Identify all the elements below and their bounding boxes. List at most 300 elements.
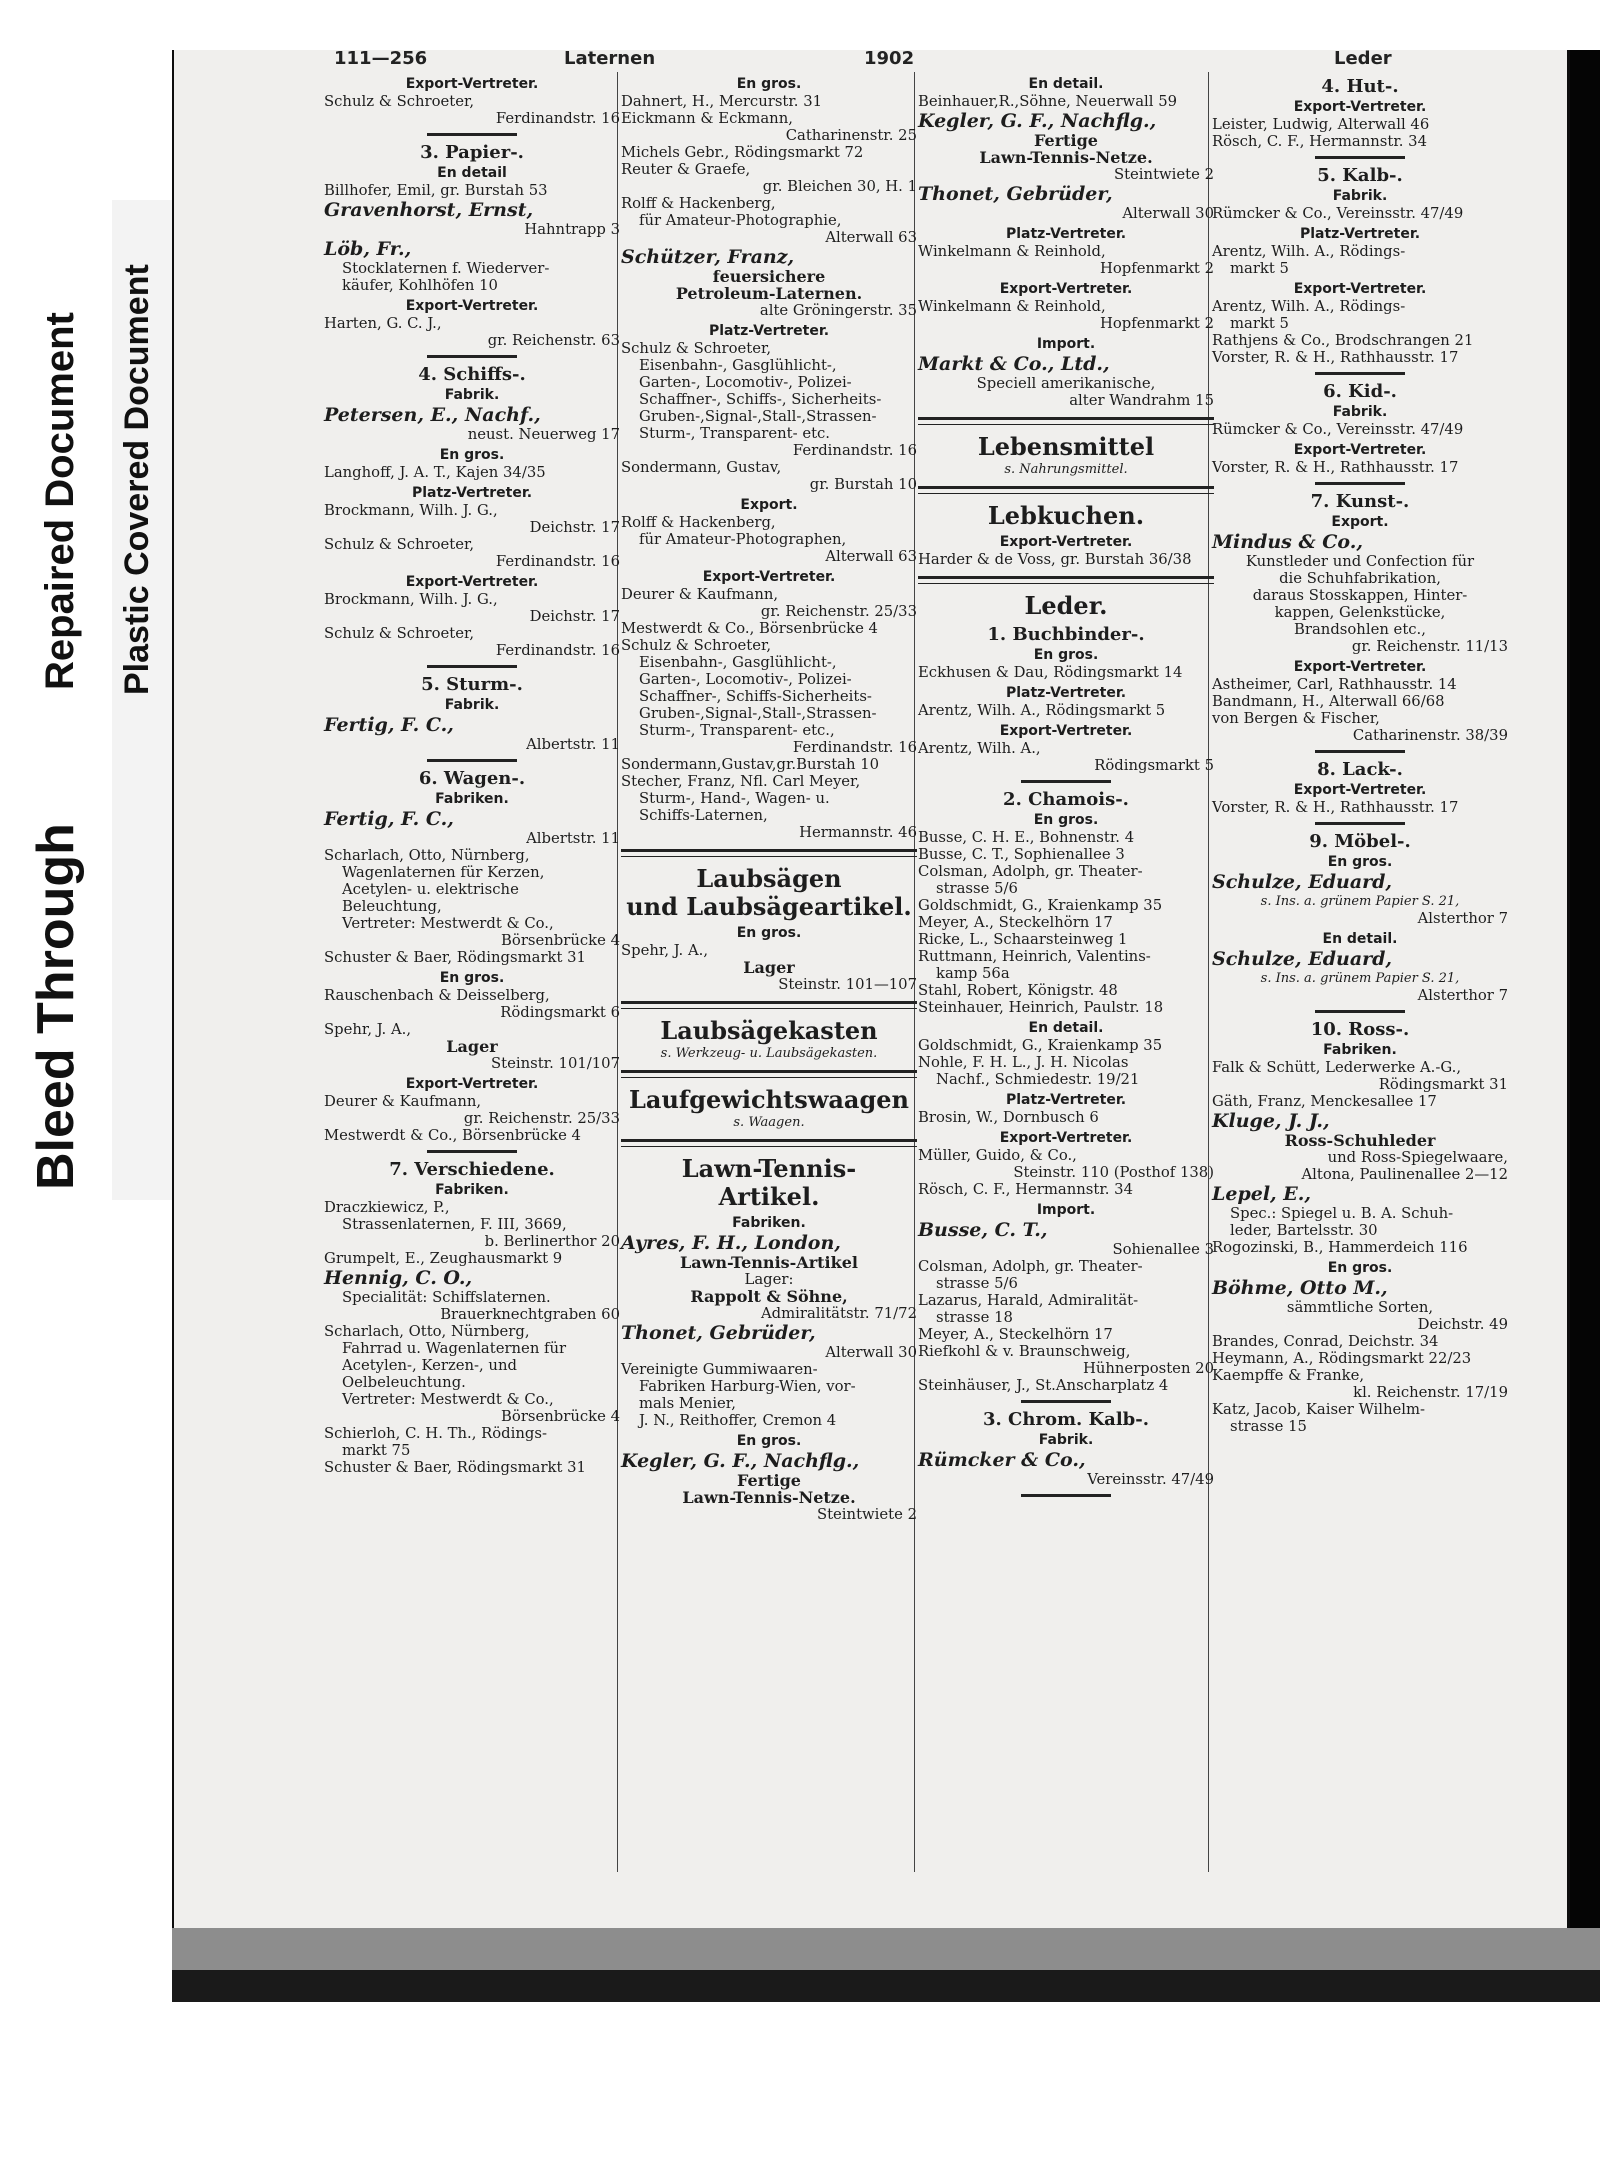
firm-name: Kegler, G. F., Nachflg., (918, 110, 1157, 132)
entry-line: Rathjens & Co., Brodschrangen 21 (1212, 332, 1474, 349)
entry-line: Busse, C. H. E., Bohnenstr. 4 (918, 829, 1135, 846)
section-heading: 10. Ross-. (1310, 1019, 1410, 1040)
section-divider (1021, 1400, 1111, 1403)
entry-line: Busse, C. T., Sophienallee 3 (918, 846, 1125, 863)
category-heading: Lawn-Tennis- (681, 1154, 857, 1183)
category-divider (918, 417, 1214, 425)
continuation-line: Schaffner-, Schiffs-, Sicherheits- (639, 391, 882, 408)
firm-name: Böhme, Otto M., (1212, 1277, 1388, 1299)
continuation-line: Beleuchtung, (342, 898, 442, 915)
subheading: En gros. (736, 76, 802, 92)
address-line: Rödingsmarkt 31 (1378, 1076, 1508, 1093)
subheading: Fabrik. (1332, 404, 1388, 420)
category-divider (621, 1070, 917, 1078)
entry-line: Draczkiewicz, P., (324, 1199, 450, 1216)
continuation-line: J. N., Reithoffer, Cremon 4 (639, 1412, 837, 1429)
firm-name: Gravenhorst, Ernst, (324, 199, 534, 221)
entry-line: Heymann, A., Rödingsmarkt 22/23 (1212, 1350, 1472, 1367)
category-heading: Leder. (1024, 591, 1108, 620)
subheading: Fabriken. (435, 1182, 509, 1198)
address-line: alter Wandrahm 15 (1069, 392, 1214, 409)
entry-line: Stecher, Franz, Nfl. Carl Meyer, (621, 773, 861, 790)
continuation-line: Vertreter: Mestwerdt & Co., (342, 915, 554, 932)
emphasis-line: Lawn-Tennis-Netze. (682, 1488, 856, 1507)
subheading: En detail. (1028, 76, 1104, 92)
entry-line: Schulz & Schroeter, (324, 93, 475, 110)
entry-line: Gäth, Franz, Menckesallee 17 (1212, 1093, 1437, 1110)
entry-line: Dahnert, H., Mercurstr. 31 (621, 93, 823, 110)
section-heading: 7. Verschiedene. (389, 1159, 555, 1180)
section-divider (1315, 372, 1405, 375)
entry-line: Goldschmidt, G., Kraienkamp 35 (918, 1037, 1163, 1054)
continuation-line: Schaffner-, Schiffs-Sicherheits- (639, 688, 872, 705)
label-bleed-through: Bleed Through (27, 823, 85, 1190)
address-line: Vereinsstr. 47/49 (1087, 1471, 1214, 1488)
column-1 (324, 72, 620, 1476)
address-line: Steintwiete 2 (1113, 166, 1214, 183)
address-line: Steinstr. 101/107 (491, 1055, 620, 1072)
entry-line: Eckhusen & Dau, Rödingsmarkt 14 (918, 664, 1183, 681)
emphasis-line: Lawn-Tennis-Artikel (680, 1253, 858, 1272)
entry-line: Deurer & Kaufmann, (324, 1093, 482, 1110)
address-line: Hermannstr. 46 (799, 824, 917, 841)
entry-line: Arentz, Wilh. A., Rödings- (1212, 298, 1406, 315)
address-line: Brauerknechtgraben 60 (440, 1306, 620, 1323)
subheading: En gros. (1033, 647, 1099, 663)
address-line: Catharinenstr. 25 (785, 127, 917, 144)
subheading: Export-Vertreter. (1293, 442, 1427, 458)
entry-line: Winkelmann & Reinhold, (918, 243, 1106, 260)
entry-line: Rogozinski, B., Hammerdeich 116 (1212, 1239, 1468, 1256)
scanned-page (172, 50, 1600, 2002)
subheading: Fabriken. (732, 1215, 806, 1231)
continuation-line: Acetylen- u. elektrische (342, 881, 519, 898)
entry-line: Steinhauer, Heinrich, Paulstr. 18 (918, 999, 1164, 1016)
address-line: gr. Bleichen 30, H. 1 (762, 178, 917, 195)
entry-line: Ruttmann, Heinrich, Valentins- (918, 948, 1151, 965)
section-heading: 3. Chrom. Kalb-. (982, 1409, 1149, 1430)
section-heading: 6. Kid-. (1323, 381, 1397, 402)
address-line: Deichstr. 17 (529, 608, 620, 625)
firm-name: Rümcker & Co., (918, 1449, 1086, 1471)
address-line: Alterwall 63 (825, 229, 917, 246)
subheading: Export-Vertreter. (1293, 782, 1427, 798)
entry-line: Colsman, Adolph, gr. Theater- (918, 863, 1143, 880)
address-line: Steinstr. 110 (Posthof 138) (1013, 1164, 1214, 1181)
section-divider (427, 665, 517, 668)
header-left-keyword: Laternen (564, 48, 656, 69)
centered-line: daraus Stosskappen, Hinter- (1252, 587, 1468, 604)
subheading: En gros. (736, 925, 802, 941)
address-line: alte Gröningerstr. 35 (759, 302, 917, 319)
subheading: En detail. (1028, 1020, 1104, 1036)
section-divider (1021, 780, 1111, 783)
entry-line: Harten, G. C. J., (324, 315, 442, 332)
subheading: Fabrik. (444, 387, 500, 403)
subheading: Export-Vertreter. (999, 1130, 1133, 1146)
address-line: Admiralitätstr. 71/72 (760, 1305, 917, 1322)
subheading: Export-Vertreter. (999, 534, 1133, 550)
firm-name: Fertig, F. C., (324, 714, 454, 736)
address-line: gr. Reichenstr. 11/13 (1351, 638, 1508, 655)
continuation-line: Sturm-, Transparent- etc. (639, 425, 831, 442)
entry-line: Meyer, A., Steckelhörn 17 (918, 914, 1113, 931)
emphasis-line: Fertige (737, 1471, 801, 1490)
address-line: Ferdinandstr. 16 (792, 442, 917, 459)
entry-line: Harder & de Voss, gr. Burstah 36/38 (918, 551, 1192, 568)
section-divider (1315, 822, 1405, 825)
subheading: Export-Vertreter. (999, 723, 1133, 739)
address-line: gr. Reichenstr. 25/33 (463, 1110, 620, 1127)
continuation-line: Strassenlaternen, F. III, 3669, (342, 1216, 567, 1233)
continuation-line: strasse 5/6 (936, 880, 1018, 897)
entry-line: Sondermann,Gustav,gr.Burstah 10 (621, 756, 880, 773)
subheading: Export. (1331, 514, 1389, 530)
continuation-line: kamp 56a (936, 965, 1010, 982)
category-heading: Lebkuchen. (987, 501, 1145, 530)
section-heading: 5. Sturm-. (421, 674, 523, 695)
entry-line: Rolff & Hackenberg, (621, 195, 776, 212)
firm-name: Schulze, Eduard, (1212, 871, 1393, 893)
centered-line: die Schuhfabrikation, (1279, 570, 1441, 587)
subheading: Platz-Vertreter. (1005, 1092, 1127, 1108)
section-heading: 9. Möbel-. (1309, 831, 1411, 852)
section-divider (427, 759, 517, 762)
firm-name: Thonet, Gebrüder, (918, 183, 1113, 205)
address-line: Ferdinandstr. 16 (495, 110, 620, 127)
firm-name: Schulze, Eduard, (1212, 948, 1393, 970)
category-heading: Laubsägekasten (660, 1016, 878, 1045)
entry-line: Ricke, L., Schaarsteinweg 1 (918, 931, 1128, 948)
subheading: Platz-Vertreter. (1005, 685, 1127, 701)
continuation-line: Oelbeleuchtung. (342, 1374, 466, 1391)
category-heading: Laufgewichtswaagen (629, 1085, 909, 1114)
entry-line: Stahl, Robert, Königstr. 48 (918, 982, 1118, 999)
entry-line: Bandmann, H., Alterwall 66/68 (1212, 693, 1445, 710)
address-line: Deichstr. 17 (529, 519, 620, 536)
entry-line: Schulz & Schroeter, (621, 637, 772, 654)
firm-name: Kegler, G. F., Nachflg., (621, 1450, 860, 1472)
continuation-line: Eisenbahn-, Gasglühlicht-, (639, 654, 837, 671)
entry-line: Meyer, A., Steckelhörn 17 (918, 1326, 1113, 1343)
firm-name: Lepel, E., (1212, 1183, 1311, 1205)
header-right-keyword: Leder (1334, 48, 1392, 69)
subheading: Fabrik. (444, 697, 500, 713)
entry-line: Schulz & Schroeter, (621, 340, 772, 357)
subheading: Export-Vertreter. (405, 574, 539, 590)
address-line: Deichstr. 49 (1417, 1316, 1508, 1333)
subheading: Fabriken. (1323, 1042, 1397, 1058)
entry-line: Goldschmidt, G., Kraienkamp 35 (918, 897, 1163, 914)
entry-line: Rolff & Hackenberg, (621, 514, 776, 531)
continuation-line: käufer, Kohlhöfen 10 (342, 277, 498, 294)
section-heading: 8. Lack-. (1317, 759, 1403, 780)
emphasis-line: Lawn-Tennis-Netze. (979, 148, 1153, 167)
entry-line: Reuter & Graefe, (621, 161, 751, 178)
address-line: neust. Neuerweg 17 (467, 426, 620, 443)
centered-line: Speciell amerikanische, (976, 375, 1156, 392)
cross-reference: s. Ins. a. grünem Papier S. 21, (1260, 894, 1460, 909)
section-heading: 7. Kunst-. (1310, 491, 1410, 512)
entry-line: Vorster, R. & H., Rathhausstr. 17 (1212, 349, 1459, 366)
scan-dark-edge (1570, 50, 1600, 2002)
entry-line: Brandes, Conrad, Deichstr. 34 (1212, 1333, 1439, 1350)
continuation-line: für Amateur-Photographie, (639, 212, 842, 229)
continuation-line: markt 5 (1230, 260, 1289, 277)
address-line: Alsterthor 7 (1417, 910, 1508, 927)
entry-line: Vorster, R. & H., Rathhausstr. 17 (1212, 799, 1459, 816)
entry-line: Schierloh, C. H. Th., Rödings- (324, 1425, 547, 1442)
address-line: Alterwall 63 (825, 548, 917, 565)
address-line: und Ross-Spiegelwaare, (1327, 1149, 1508, 1166)
entry-line: Schulz & Schroeter, (324, 625, 475, 642)
firm-name: Kluge, J. J., (1212, 1110, 1330, 1132)
continuation-line: markt 75 (342, 1442, 411, 1459)
header-year: 1902 (864, 48, 915, 69)
subheading: Export-Vertreter. (405, 76, 539, 92)
entry-line: Scharlach, Otto, Nürnberg, (324, 847, 530, 864)
continuation-line: Gruben-,Signal-,Stall-,Strassen- (639, 408, 877, 425)
column-3 (918, 72, 1214, 1505)
firm-name: Petersen, E., Nachf., (324, 404, 541, 426)
continuation-line: Vertreter: Mestwerdt & Co., (342, 1391, 554, 1408)
subheading: Export-Vertreter. (999, 281, 1133, 297)
continuation-line: Sturm-, Hand-, Wagen- u. (639, 790, 830, 807)
subheading: Export-Vertreter. (405, 298, 539, 314)
centered-line: kappen, Gelenkstücke, (1274, 604, 1446, 621)
continuation-line: Schiffs-Laternen, (639, 807, 768, 824)
entry-line: Winkelmann & Reinhold, (918, 298, 1106, 315)
entry-line: Spehr, J. A., (621, 942, 709, 959)
section-heading: 1. Buchbinder-. (987, 624, 1145, 645)
continuation-line: Fahrrad u. Wagenlaternen für (342, 1340, 567, 1357)
address-line: Steinstr. 101—107 (778, 976, 917, 993)
address-line: Hopfenmarkt 2 (1099, 260, 1214, 277)
entry-line: Schuster & Baer, Rödingsmarkt 31 (324, 949, 586, 966)
continuation-line: Garten-, Locomotiv-, Polizei- (639, 374, 852, 391)
firm-name: Markt & Co., Ltd., (918, 353, 1110, 375)
continuation-line: Garten-, Locomotiv-, Polizei- (639, 671, 852, 688)
entry-line: Müller, Guido, & Co., (918, 1147, 1077, 1164)
address-line: Catharinenstr. 38/39 (1352, 727, 1508, 744)
entry-line: Rümcker & Co., Vereinsstr. 47/49 (1212, 421, 1464, 438)
entry-line: Deurer & Kaufmann, (621, 586, 779, 603)
section-divider (1315, 156, 1405, 159)
address-line: Ferdinandstr. 16 (495, 553, 620, 570)
firm-name: Busse, C. T., (918, 1219, 1048, 1241)
entry-line: Falk & Schütt, Lederwerke A.-G., (1212, 1059, 1462, 1076)
entry-line: Leister, Ludwig, Alterwall 46 (1212, 116, 1430, 133)
column-2 (621, 72, 917, 1523)
entry-line: Lazarus, Harald, Admiralität- (918, 1292, 1139, 1309)
category-divider (621, 849, 917, 857)
address-line: Albertstr. 11 (526, 830, 620, 847)
address-line: gr. Reichenstr. 63 (487, 332, 620, 349)
annotation-labels (0, 50, 175, 2000)
entry-line: Schulz & Schroeter, (324, 536, 475, 553)
continuation-line: für Amateur-Photographen, (639, 531, 847, 548)
firm-name: Mindus & Co., (1212, 531, 1363, 553)
section-heading: 4. Hut-. (1321, 76, 1399, 97)
column-4 (1212, 72, 1508, 1435)
subheading: Export-Vertreter. (1293, 99, 1427, 115)
subheading: En detail (437, 165, 507, 181)
continuation-line: Gruben-,Signal-,Stall-,Strassen- (639, 705, 877, 722)
subheading: En gros. (439, 970, 505, 986)
subheading: En gros. (1327, 854, 1393, 870)
running-header (324, 50, 1444, 72)
section-divider (1315, 482, 1405, 485)
address-line: Börsenbrücke 4 (501, 932, 620, 949)
subheading: Platz-Vertreter. (1005, 226, 1127, 242)
address-line: Albertstr. 11 (526, 736, 620, 753)
address-line: kl. Reichenstr. 17/19 (1353, 1384, 1508, 1401)
entry-line: Colsman, Adolph, gr. Theater- (918, 1258, 1143, 1275)
continuation-line: Stocklaternen f. Wiederver- (342, 260, 550, 277)
entry-line: Scharlach, Otto, Nürnberg, (324, 1323, 530, 1340)
category-divider (621, 1139, 917, 1147)
centered-line: sämmtliche Sorten, (1286, 1299, 1434, 1316)
entry-line: Steinhäuser, J., St.Anscharplatz 4 (918, 1377, 1169, 1394)
continuation-line: strasse 15 (1230, 1418, 1307, 1435)
continuation-line: Sturm-, Transparent- etc., (639, 722, 835, 739)
address-line: Rödingsmarkt 5 (1094, 757, 1214, 774)
emphasis-line: Rappolt & Söhne, (690, 1287, 848, 1306)
entry-line: Riefkohl & v. Braunschweig, (918, 1343, 1131, 1360)
section-divider (427, 133, 517, 136)
subheading: Export-Vertreter. (702, 569, 836, 585)
address-line: b. Berlinerthor 20 (484, 1233, 620, 1250)
entry-line: Eickmann & Eckmann, (621, 110, 793, 127)
entry-line: Rümcker & Co., Vereinsstr. 47/49 (1212, 205, 1464, 222)
emphasis-line: Lager (446, 1037, 498, 1056)
paper-sheet (174, 50, 1567, 1928)
section-divider (427, 1150, 517, 1153)
subheading: Platz-Vertreter. (1299, 226, 1421, 242)
continuation-line: Fabriken Harburg-Wien, vor- (639, 1378, 856, 1395)
continuation-line: Spec.: Spiegel u. B. A. Schuh- (1230, 1205, 1454, 1222)
section-heading: 6. Wagen-. (418, 768, 526, 789)
address-line: Altona, Paulinenallee 2—12 (1301, 1166, 1508, 1183)
cross-reference: s. Waagen. (733, 1115, 805, 1130)
address-line: gr. Burstah 10 (809, 476, 917, 493)
firm-name: Fertig, F. C., (324, 808, 454, 830)
continuation-line: strasse 18 (936, 1309, 1013, 1326)
entry-line: Rösch, C. F., Hermannstr. 34 (918, 1181, 1134, 1198)
address-line: Alterwall 30 (1122, 205, 1214, 222)
emphasis-line: feuersichere (712, 267, 826, 286)
cross-reference: s. Werkzeug- u. Laubsägekasten. (660, 1046, 878, 1061)
continuation-line: leder, Bartelsstr. 30 (1230, 1222, 1378, 1239)
category-heading: Laubsägen (696, 864, 842, 893)
firm-name: Thonet, Gebrüder, (621, 1322, 816, 1344)
continuation-line: Specialität: Schiffslaternen. (342, 1289, 551, 1306)
firm-name: Hennig, C. O., (324, 1267, 473, 1289)
entry-line: Schuster & Baer, Rödingsmarkt 31 (324, 1459, 586, 1476)
section-divider (1021, 1494, 1111, 1497)
subheading: Platz-Vertreter. (708, 323, 830, 339)
subheading: Fabrik. (1038, 1432, 1094, 1448)
entry-line: Arentz, Wilh. A., (918, 740, 1041, 757)
category-heading: Artikel. (718, 1182, 820, 1211)
continuation-line: mals Menier, (639, 1395, 736, 1412)
address-line: gr. Reichenstr. 25/33 (760, 603, 917, 620)
section-divider (1315, 1010, 1405, 1013)
entry-line: Langhoff, J. A. T., Kajen 34/35 (324, 464, 546, 481)
entry-line: Spehr, J. A., (324, 1021, 412, 1038)
entry-line: Mestwerdt & Co., Börsenbrücke 4 (621, 620, 878, 637)
entry-line: Beinhauer,R.,Söhne, Neuerwall 59 (918, 93, 1178, 110)
section-divider (1315, 750, 1405, 753)
continuation-line: Eisenbahn-, Gasglühlicht-, (639, 357, 837, 374)
header-page-range: 111—256 (334, 48, 428, 69)
emphasis-line: Fertige (1034, 131, 1098, 150)
subheading: Fabrik. (1332, 188, 1388, 204)
cross-reference: s. Ins. a. grünem Papier S. 21, (1260, 971, 1460, 986)
subheading: Import. (1036, 1202, 1096, 1218)
entry-line: Rösch, C. F., Hermannstr. 34 (1212, 133, 1428, 150)
subheading: En gros. (1033, 812, 1099, 828)
entry-line: Michels Gebr., Rödingsmarkt 72 (621, 144, 864, 161)
address-line: Ferdinandstr. 16 (495, 642, 620, 659)
entry-line: Brockmann, Wilh. J. G., (324, 591, 498, 608)
cross-reference: s. Nahrungsmittel. (1004, 462, 1128, 477)
entry-line: Mestwerdt & Co., Börsenbrücke 4 (324, 1127, 581, 1144)
emphasis-line: Lager (743, 958, 795, 977)
label-plastic-covered-document: Plastic Covered Document (118, 264, 156, 695)
subheading: Export-Vertreter. (1293, 281, 1427, 297)
continuation-line: Acetylen-, Kerzen-, und (342, 1357, 517, 1374)
centered-line: Kunstleder und Confection für (1245, 553, 1475, 570)
subheading: En gros. (439, 447, 505, 463)
section-heading: 4. Schiffs-. (418, 364, 526, 385)
label-repaired-document: Repaired Document (38, 312, 82, 690)
firm-name: Löb, Fr., (324, 238, 412, 260)
entry-line: Nohle, F. H. L., J. H. Nicolas (918, 1054, 1129, 1071)
entry-line: Billhofer, Emil, gr. Burstah 53 (324, 182, 548, 199)
entry-line: Brockmann, Wilh. J. G., (324, 502, 498, 519)
section-heading: 5. Kalb-. (1317, 165, 1403, 186)
continuation-line: strasse 5/6 (936, 1275, 1018, 1292)
entry-line: Arentz, Wilh. A., Rödingsmarkt 5 (918, 702, 1166, 719)
subheading: Export-Vertreter. (405, 1076, 539, 1092)
centered-line: Lager: (744, 1271, 794, 1288)
continuation-line: Nachf., Schmiedestr. 19/21 (936, 1071, 1140, 1088)
subheading: Fabriken. (435, 791, 509, 807)
address-line: Alterwall 30 (825, 1344, 917, 1361)
entry-line: Brosin, W., Dornbusch 6 (918, 1109, 1099, 1126)
emphasis-line: Ross-Schuhleder (1284, 1131, 1436, 1150)
address-line: Hopfenmarkt 2 (1099, 315, 1214, 332)
continuation-line: markt 5 (1230, 315, 1289, 332)
entry-line: Astheimer, Carl, Rathhausstr. 14 (1212, 676, 1457, 693)
entry-line: Katz, Jacob, Kaiser Wilhelm- (1212, 1401, 1426, 1418)
subheading: Export-Vertreter. (1293, 659, 1427, 675)
address-line: Börsenbrücke 4 (501, 1408, 620, 1425)
category-divider (918, 576, 1214, 584)
address-line: Ferdinandstr. 16 (792, 739, 917, 756)
firm-name: Schützer, Franz, (621, 246, 795, 268)
category-heading: und Laubsägeartikel. (626, 892, 912, 921)
subheading: Export. (740, 497, 798, 513)
entry-line: Vorster, R. & H., Rathhausstr. 17 (1212, 459, 1459, 476)
entry-line: von Bergen & Fischer, (1212, 710, 1380, 727)
category-heading: Lebensmittel (977, 432, 1155, 461)
address-line: Sohienallee 3 (1112, 1241, 1214, 1258)
firm-name: Ayres, F. H., London, (621, 1232, 841, 1254)
emphasis-line: Petroleum-Laternen. (675, 284, 863, 303)
subheading: Import. (1036, 336, 1096, 352)
